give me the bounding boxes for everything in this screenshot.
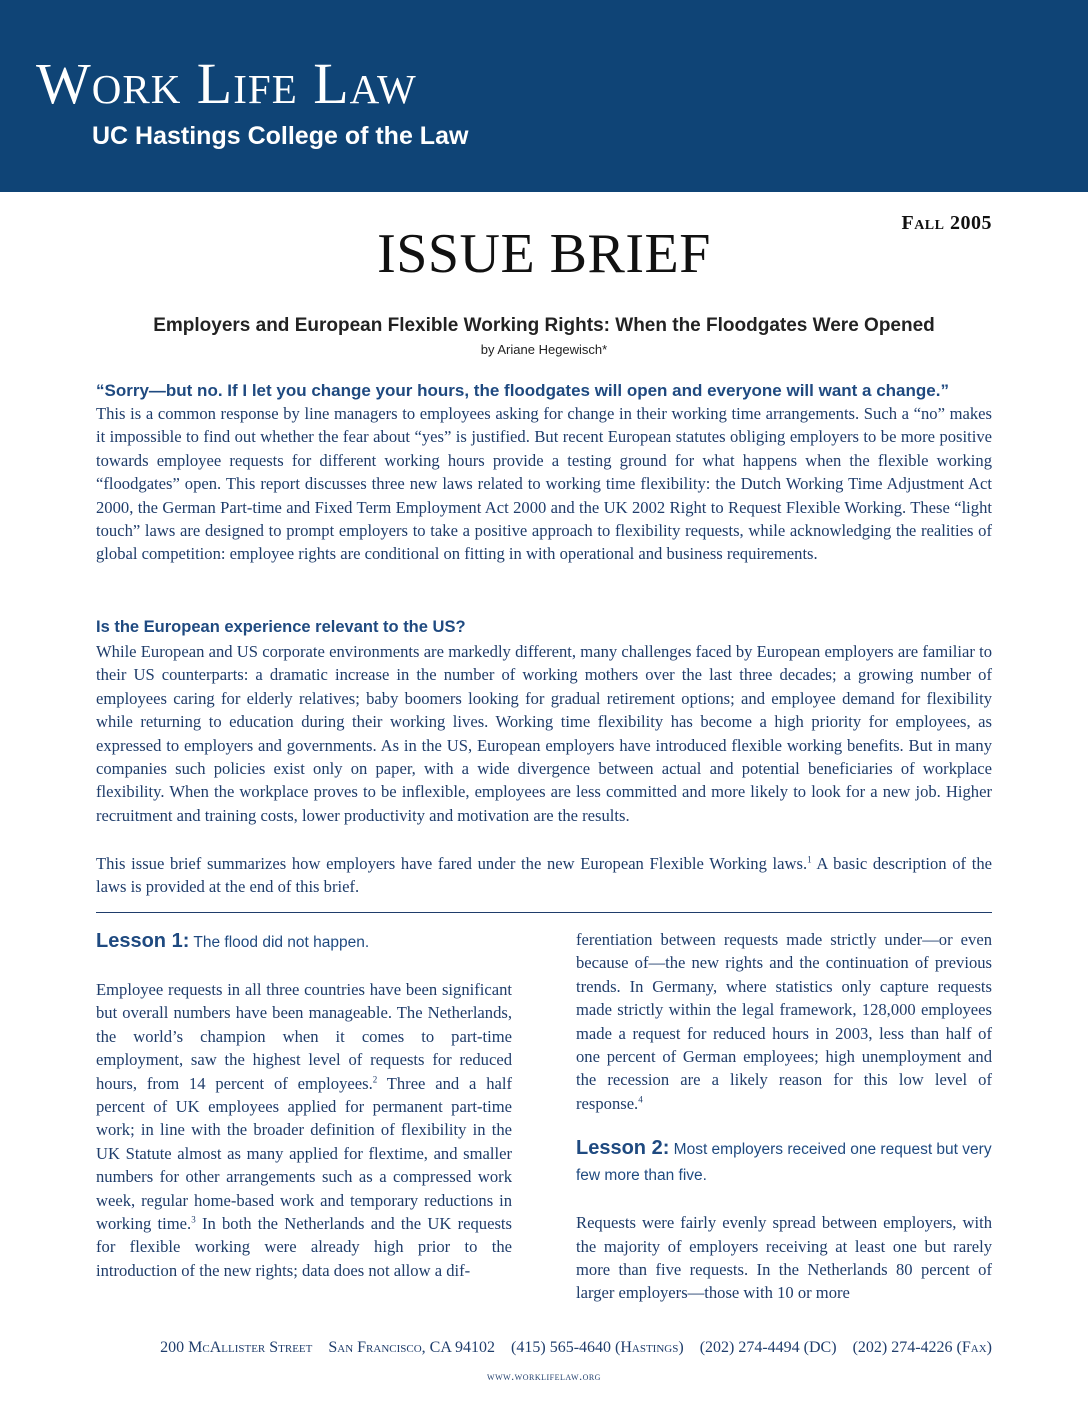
right-column (576, 928, 992, 1305)
footer-website-link[interactable]: www.worklifelaw.org (487, 1369, 601, 1383)
page-title: ISSUE BRIEF (377, 223, 711, 285)
footer-street: 200 McAllister Street (160, 1339, 313, 1356)
section-paragraph: While European and US corporate environments are markedly different, many challenges faced by European employers are familiar to their US counterparts: a dramatic increase in the number of working mothers over the last three decades; a growing number of employees caring for elderly relatives; baby boomers looking for gradual retirement options; and employee demand for flexibility while returning to education during their working lives. Working time flexibility has become a high priority for employees, as expressed to employers and governments. As in the US, European employers have introduced flexible working benefits. But in many companies such policies exist only on paper, with a wide divergence between actual and potential beneficiaries of workplace flexibility. When the workplace proves to be inflexible, employees are less committed and more likely to look for a new job. Higher recruitment and training costs, lower productivity and motivation are the results. (96, 642, 992, 825)
footer-phone-dc: (202) 274-4494 (DC) (699, 1339, 837, 1356)
article-byline: by Ariane Hegewisch* (480, 342, 608, 357)
lesson-1-text-c: In both the Netherlands and the UK requests for flexible working were already high prior to the introduction of the new rights; data does not allow a dif- (96, 1214, 512, 1280)
divider (96, 912, 992, 913)
lesson-1-number: Lesson 1: (96, 930, 190, 952)
lesson-1-heading (96, 928, 512, 956)
lesson-2-paragraph: Requests were fairly evenly spread between employers, with the majority of employers receiving at least one but rarely more than five requests. In the Netherlands 80 percent of larger employers—those with 10 or more (576, 1213, 992, 1303)
summary-text-b: A basic description of the laws is provided at the end of this brief. (96, 854, 992, 897)
lesson-2-title: Most employers received one request but very few more than five. (576, 1141, 992, 1185)
lesson-1-title: The flood did not happen. (189, 934, 370, 951)
summary-paragraph (96, 852, 992, 899)
summary-text-a: This issue brief summarizes how employers have fared under the new European Flexible Working laws. (96, 854, 808, 873)
footer-address (96, 1339, 992, 1357)
lesson-1-cont-text: ferentiation between requests made strictly under—or even because of—the new rights and the continuation of previous trends. In Germany, where statistics only capture requests made strictly within the legal framework, 128,000 employees made a request for reduced hours in 2003, less than half of one percent of German employees; high unemployment and the recession are a likely reason for this low level of response. (576, 930, 992, 1113)
header-banner (0, 0, 1088, 192)
lesson-1-text-b: Three and a half percent of UK employees applied for permanent part-time work; in line with the broader definition of flexibility in the UK Statute almost as many applied for flextime, and smaller numbers for other arrangements such as a compressed work week, regular home-based work and temporary reductions in working time. (96, 1073, 512, 1234)
footnote-ref-4: 4 (638, 1094, 643, 1105)
footer-city: San Francisco, CA 94102 (328, 1339, 496, 1356)
lesson-2-heading (576, 1135, 992, 1189)
intro-paragraph: This is a common response by line managers to employees asking for change in their working time arrangements. Such a “no” makes it impossible to find out whether the fear about “yes” is justified. But recent European statutes obliging employers to be more positive towards employee requests for different working hours provide a testing ground for what happens when the flexible working “floodgates” open. This report discusses three new laws related to working time flexibility: the Dutch Working Time Adjustment Act 2000, the German Part-time and Fixed Term Employment Act 2000 and the UK 2002 Right to Request Flexible Working. These “light touch” laws are designed to prompt employers to take a positive approach to flexibility requests, while acknowledging the realities of global competition: employee rights are conditional on fitting in with operational and business requirements. (96, 404, 992, 564)
lesson-1-continued (576, 928, 992, 1115)
lesson-2-number: Lesson 2: (576, 1137, 670, 1160)
footer-fax: (202) 274-4226 (Fax) (852, 1339, 992, 1356)
footnote-ref-3: 3 (191, 1214, 196, 1225)
left-column (96, 928, 512, 1282)
footnote-ref-1: 1 (807, 854, 812, 865)
lead-quote: “Sorry—but no. If I let you change your hours, the floodgates will open and everyone will want a change.” (96, 381, 949, 400)
section-heading: Is the European experience relevant to the US? (96, 618, 466, 636)
article-title: Employers and European Flexible Working Rights: When the Floodgates Were Opened (153, 315, 935, 336)
footer-phone-hastings: (415) 565-4640 (Hastings) (511, 1339, 684, 1356)
lesson-1-text-a: Employee requests in all three countries have been significant but overall numbers have been manageable. The Netherlands, the world’s champion when it comes to part-time employment, saw the highest level of requests for reduced hours, from 14 percent of employees. (96, 980, 512, 1093)
brand-logo-text (36, 52, 417, 116)
lesson-1-paragraph (96, 978, 512, 1282)
issue-season: Fall 2005 (901, 212, 992, 234)
footnote-ref-2: 2 (372, 1074, 378, 1085)
brand-name: Work Life Law (36, 51, 417, 116)
brand-subtitle: UC Hastings College of the Law (92, 122, 469, 150)
